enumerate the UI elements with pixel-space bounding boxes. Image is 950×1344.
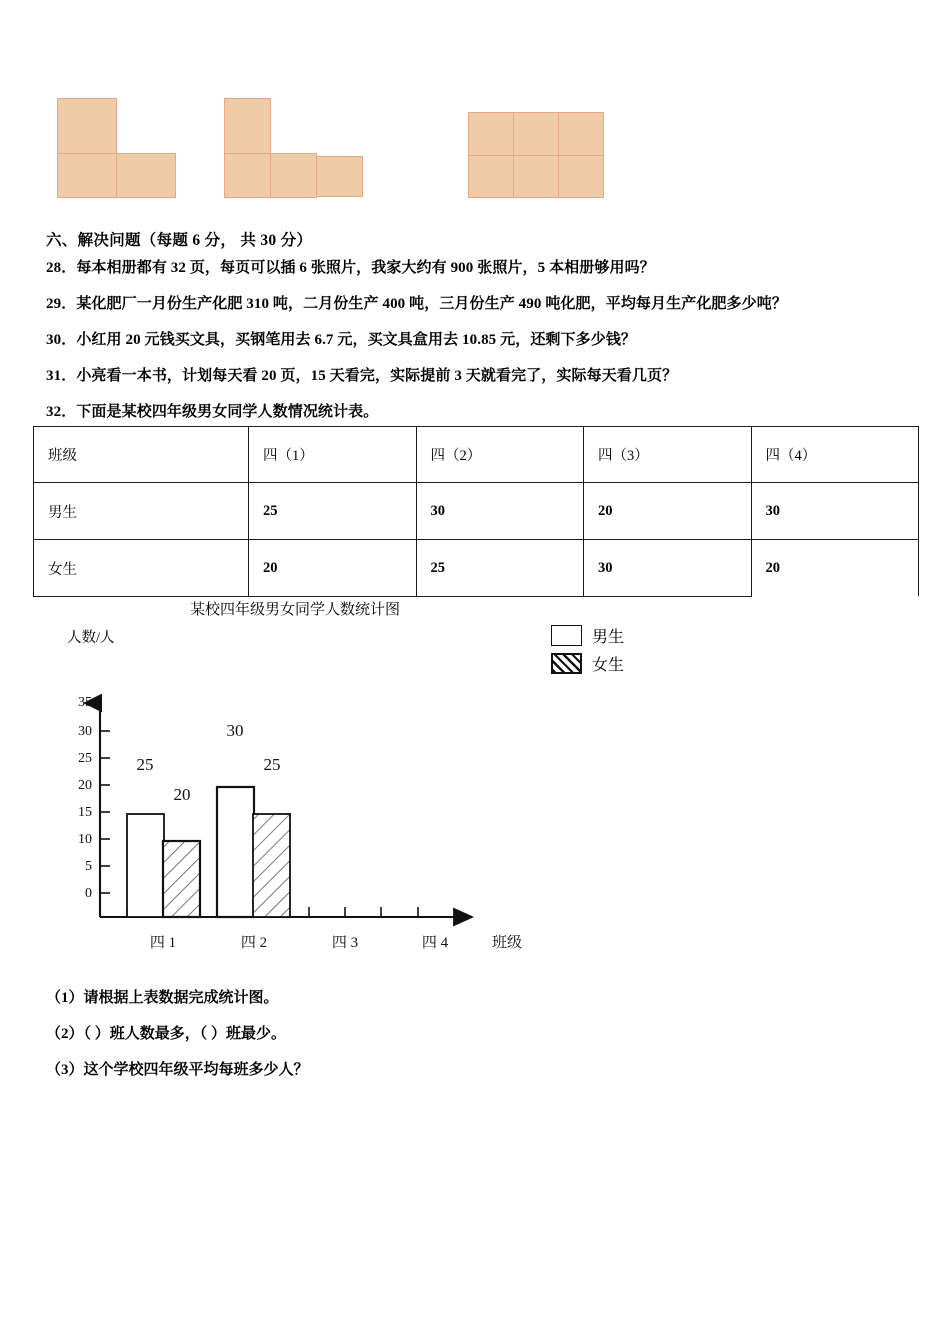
question-text: 小红用 20 元钱买文具，买钢笔用去 6.7 元，买文具盒用去 10.85 元，还剩下多少钱？ xyxy=(76,332,637,348)
y-tick-35: 35 xyxy=(78,695,92,710)
bar-girls-class2 xyxy=(253,814,290,917)
table-cell: 20 xyxy=(584,483,752,540)
question-30 xyxy=(46,328,636,349)
y-tick-25: 25 xyxy=(78,751,92,766)
shape-square xyxy=(513,112,559,156)
bar-girls-class1 xyxy=(163,841,200,917)
x-axis-label: 班级 xyxy=(491,935,523,951)
sub-question-2 xyxy=(46,1022,286,1043)
question-text: 每本相册都有 32 页，每页可以插 6 张照片，我家大约有 900 张照片，5 本相册够用吗？ xyxy=(76,260,655,276)
y-axis-label: 人数/人 xyxy=(67,630,115,646)
legend-label-girls: 女生 xyxy=(592,656,625,674)
table-row xyxy=(34,483,919,540)
y-tick-0: 0 xyxy=(85,886,92,901)
x-tick-class4: 四 4 xyxy=(421,935,449,951)
question-number: 29． xyxy=(46,296,77,312)
shape-square xyxy=(468,155,514,198)
table-header-cell-c1: 四（1） xyxy=(249,427,417,483)
table-header-cell-c2: 四（2） xyxy=(416,427,584,483)
shape-figures-row xyxy=(0,0,950,215)
sub-question-1 xyxy=(46,986,279,1007)
table-header-row xyxy=(34,427,919,483)
table-cell: 20 xyxy=(751,540,919,597)
data-label-girls-class1: 20 xyxy=(173,785,191,804)
question-31 xyxy=(46,364,677,385)
shape-square xyxy=(57,98,117,154)
chart-plot-area xyxy=(0,590,950,975)
chart-title: 某校四年级男女同学人数统计图 xyxy=(190,602,401,618)
question-28 xyxy=(46,256,655,277)
question-number: 30． xyxy=(46,332,77,348)
x-tick-class2: 四 2 xyxy=(240,935,268,951)
question-32 xyxy=(46,400,378,421)
question-text: 下面是某校四年级男女同学人数情况统计表。 xyxy=(76,404,379,420)
table-cell: 25 xyxy=(249,483,417,540)
x-tick-class1: 四 1 xyxy=(149,935,177,951)
sub-question-label: （2） xyxy=(46,1026,84,1042)
shape-square xyxy=(558,112,604,156)
table-row-label-girls: 女生 xyxy=(34,540,249,597)
table-cell: 30 xyxy=(416,483,584,540)
shape-square xyxy=(116,153,176,198)
sub-question-text: 这个学校四年级平均每班多少人？ xyxy=(83,1062,309,1078)
question-number: 31． xyxy=(46,368,77,384)
bar-boys-class1 xyxy=(127,814,164,917)
table-header-cell-class: 班级 xyxy=(34,427,249,483)
legend-label-boys: 男生 xyxy=(592,628,625,646)
data-label-girls-class2: 25 xyxy=(263,755,281,774)
shape-square xyxy=(224,153,271,198)
table-row xyxy=(34,540,919,597)
sub-question-label: （1） xyxy=(46,990,84,1006)
sub-question-label: （3） xyxy=(46,1062,84,1078)
question-text: 某化肥厂一月份生产化肥 310 吨，二月份生产 400 吨，三月份生产 490 吨化肥，平均每月生产化肥多少吨？ xyxy=(76,296,787,312)
sub-question-3 xyxy=(46,1058,309,1079)
data-label-boys-class1: 25 xyxy=(136,755,154,774)
question-29 xyxy=(46,292,787,313)
x-tick-class3: 四 3 xyxy=(331,935,359,951)
shape-square xyxy=(316,156,363,197)
shape-square xyxy=(468,112,514,156)
y-tick-15: 15 xyxy=(78,805,92,820)
figure-three-by-two-rectangle xyxy=(468,112,604,198)
data-label-boys-class2: 30 xyxy=(226,721,244,740)
y-tick-30: 30 xyxy=(78,724,92,739)
question-text: 小亮看一本书，计划每天看 20 页，15 天看完，实际提前 3 天就看完了，实际每天看几页？ xyxy=(76,368,678,384)
sub-question-text: （ ）班人数最多，（ ）班最少。 xyxy=(83,1026,287,1042)
shape-square xyxy=(513,155,559,198)
shape-square xyxy=(57,153,117,198)
table-cell: 20 xyxy=(249,540,417,597)
question-number: 32． xyxy=(46,404,77,420)
table-cell: 30 xyxy=(584,540,752,597)
table-cell: 30 xyxy=(751,483,919,540)
table-row-label-boys: 男生 xyxy=(34,483,249,540)
y-tick-5: 5 xyxy=(85,859,92,874)
figure-four-square-polyomino xyxy=(224,98,354,198)
sub-question-text: 请根据上表数据完成统计图。 xyxy=(83,990,279,1006)
y-tick-20: 20 xyxy=(78,778,92,793)
section-heading: 六、解决问题（每题 6 分， 共 30 分） xyxy=(46,232,313,249)
figure-l-tromino xyxy=(57,98,177,198)
shape-square xyxy=(270,153,317,198)
table-header-cell-c4: 四（4） xyxy=(751,427,919,483)
bar-chart xyxy=(0,590,950,975)
bar-boys-class2 xyxy=(217,787,254,917)
shape-square xyxy=(224,98,271,154)
question-number: 28． xyxy=(46,260,77,276)
statistics-table xyxy=(33,426,919,597)
table-header-cell-c3: 四（3） xyxy=(584,427,752,483)
table-cell: 25 xyxy=(416,540,584,597)
shape-square xyxy=(558,155,604,198)
y-tick-10: 10 xyxy=(78,832,92,847)
